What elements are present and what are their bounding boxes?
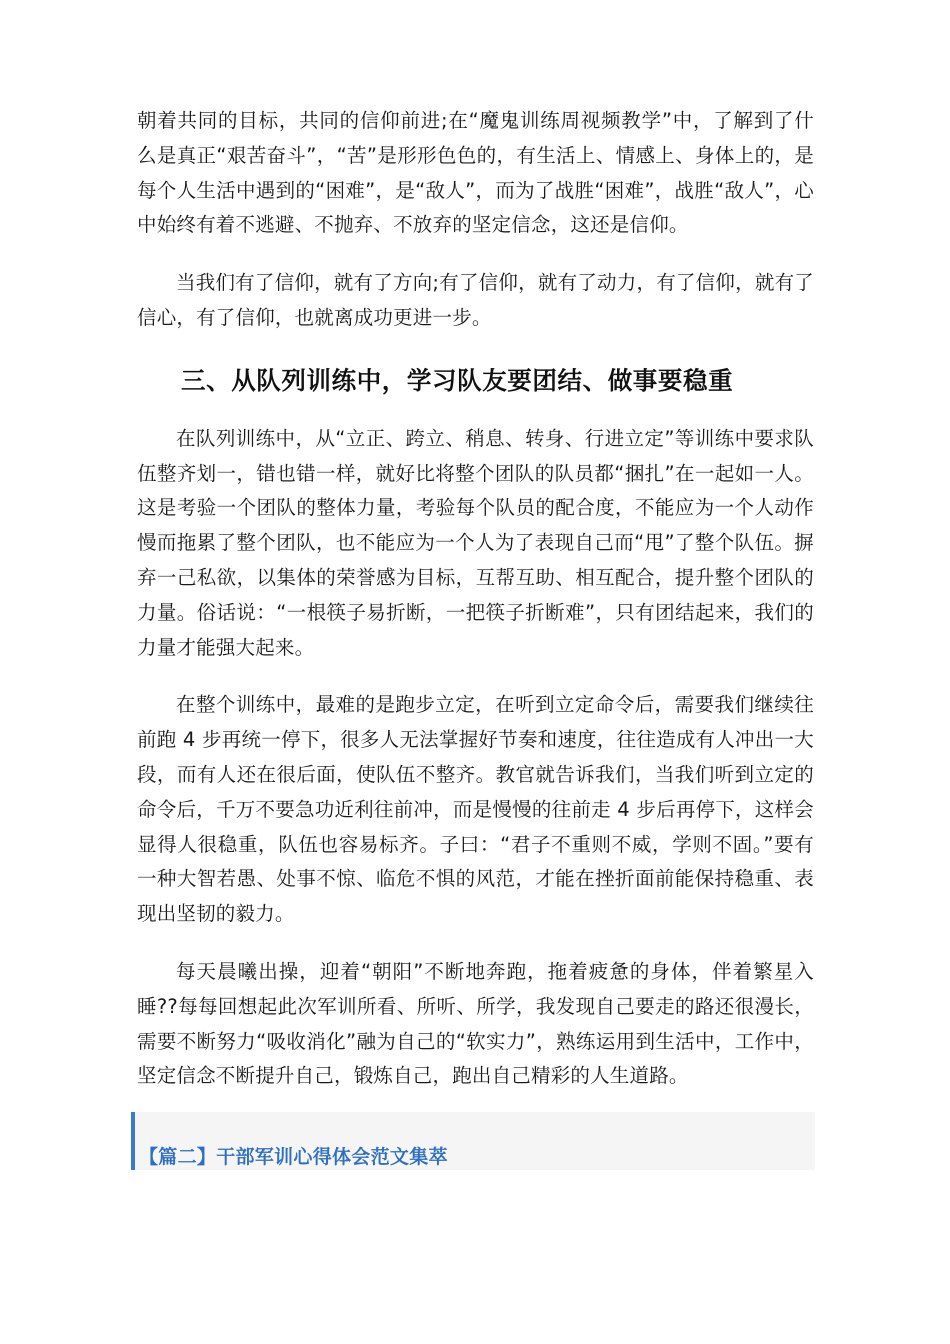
section-heading: 三、从队列训练中，学习队友要团结、做事要稳重 (181, 365, 734, 395)
document-body (137, 104, 814, 1094)
article-banner (131, 1112, 815, 1170)
banner-accent-bar (131, 1112, 135, 1170)
banner-title: 【篇二】干部军训心得体会范文集萃 (139, 1146, 448, 1168)
paragraph-4: 在整个训练中，最难的是跑步立定，在听到立定命令后，需要我们继续往前跑 4 步再统一停下，很多人无法掌握好节奏和速度，往往造成有人冲出一大段，而有人还在很后面，使队伍不整齐。教官就告诉我们，当我们听到立定的命令后，千万不要急功近利往前冲，而是慢慢的往前走 4 步后再停下，这样会显得人很稳重，队伍也容易标齐。子曰：“君子不重则不威，学则不固。”要有一种大智若愚、处事不惊、临危不惧的风范，才能在挫折面前能保持稳重、表现出坚韧的毅力。 (137, 693, 814, 926)
paragraph-1: 朝着共同的目标，共同的信仰前进;在“魔鬼训练周视频教学”中，了解到了什么是真正“艰苦奋斗”，“苦”是形形色色的，有生活上、情感上、身体上的，是每个人生活中遇到的“困难”，是“敌人”，而为了战胜“困难”，战胜“敌人”，心中始终有着不逃避、不抛弃、不放弃的坚定信念，这还是信仰。 (137, 109, 814, 237)
paragraph-2: 当我们有了信仰，就有了方向;有了信仰，就有了动力，有了信仰，就有了信心，有了信仰，也就离成功更进一步。 (137, 271, 814, 329)
paragraph-3: 在队列训练中，从“立正、跨立、稍息、转身、行进立定”等训练中要求队伍整齐划一，错也错一样，就好比将整个团队的队员都“捆扎”在一起如一人。这是考验一个团队的整体力量，考验每个队员的配合度，不能应为一个人动作慢而拖累了整个团队，也不能应为一个人为了表现自己而“甩”了整个队伍。摒弃一己私欲，以集体的荣誉感为目标，互帮互助、相互配合，提升整个团队的力量。俗话说：“一根筷子易折断，一把筷子折断难”，只有团结起来，我们的力量才能强大起来。 (137, 426, 814, 659)
paragraph-5: 每天晨曦出操，迎着“朝阳”不断地奔跑，拖着疲惫的身体，伴着繁星入睡??每每回想起此次军训所看、所听、所学，我发现自己要走的路还很漫长，需要不断努力“吸收消化”融为自己的“软实力”，熟练运用到生活中，工作中，坚定信念不断提升自己，锻炼自己，跑出自己精彩的人生道路。 (137, 959, 814, 1088)
